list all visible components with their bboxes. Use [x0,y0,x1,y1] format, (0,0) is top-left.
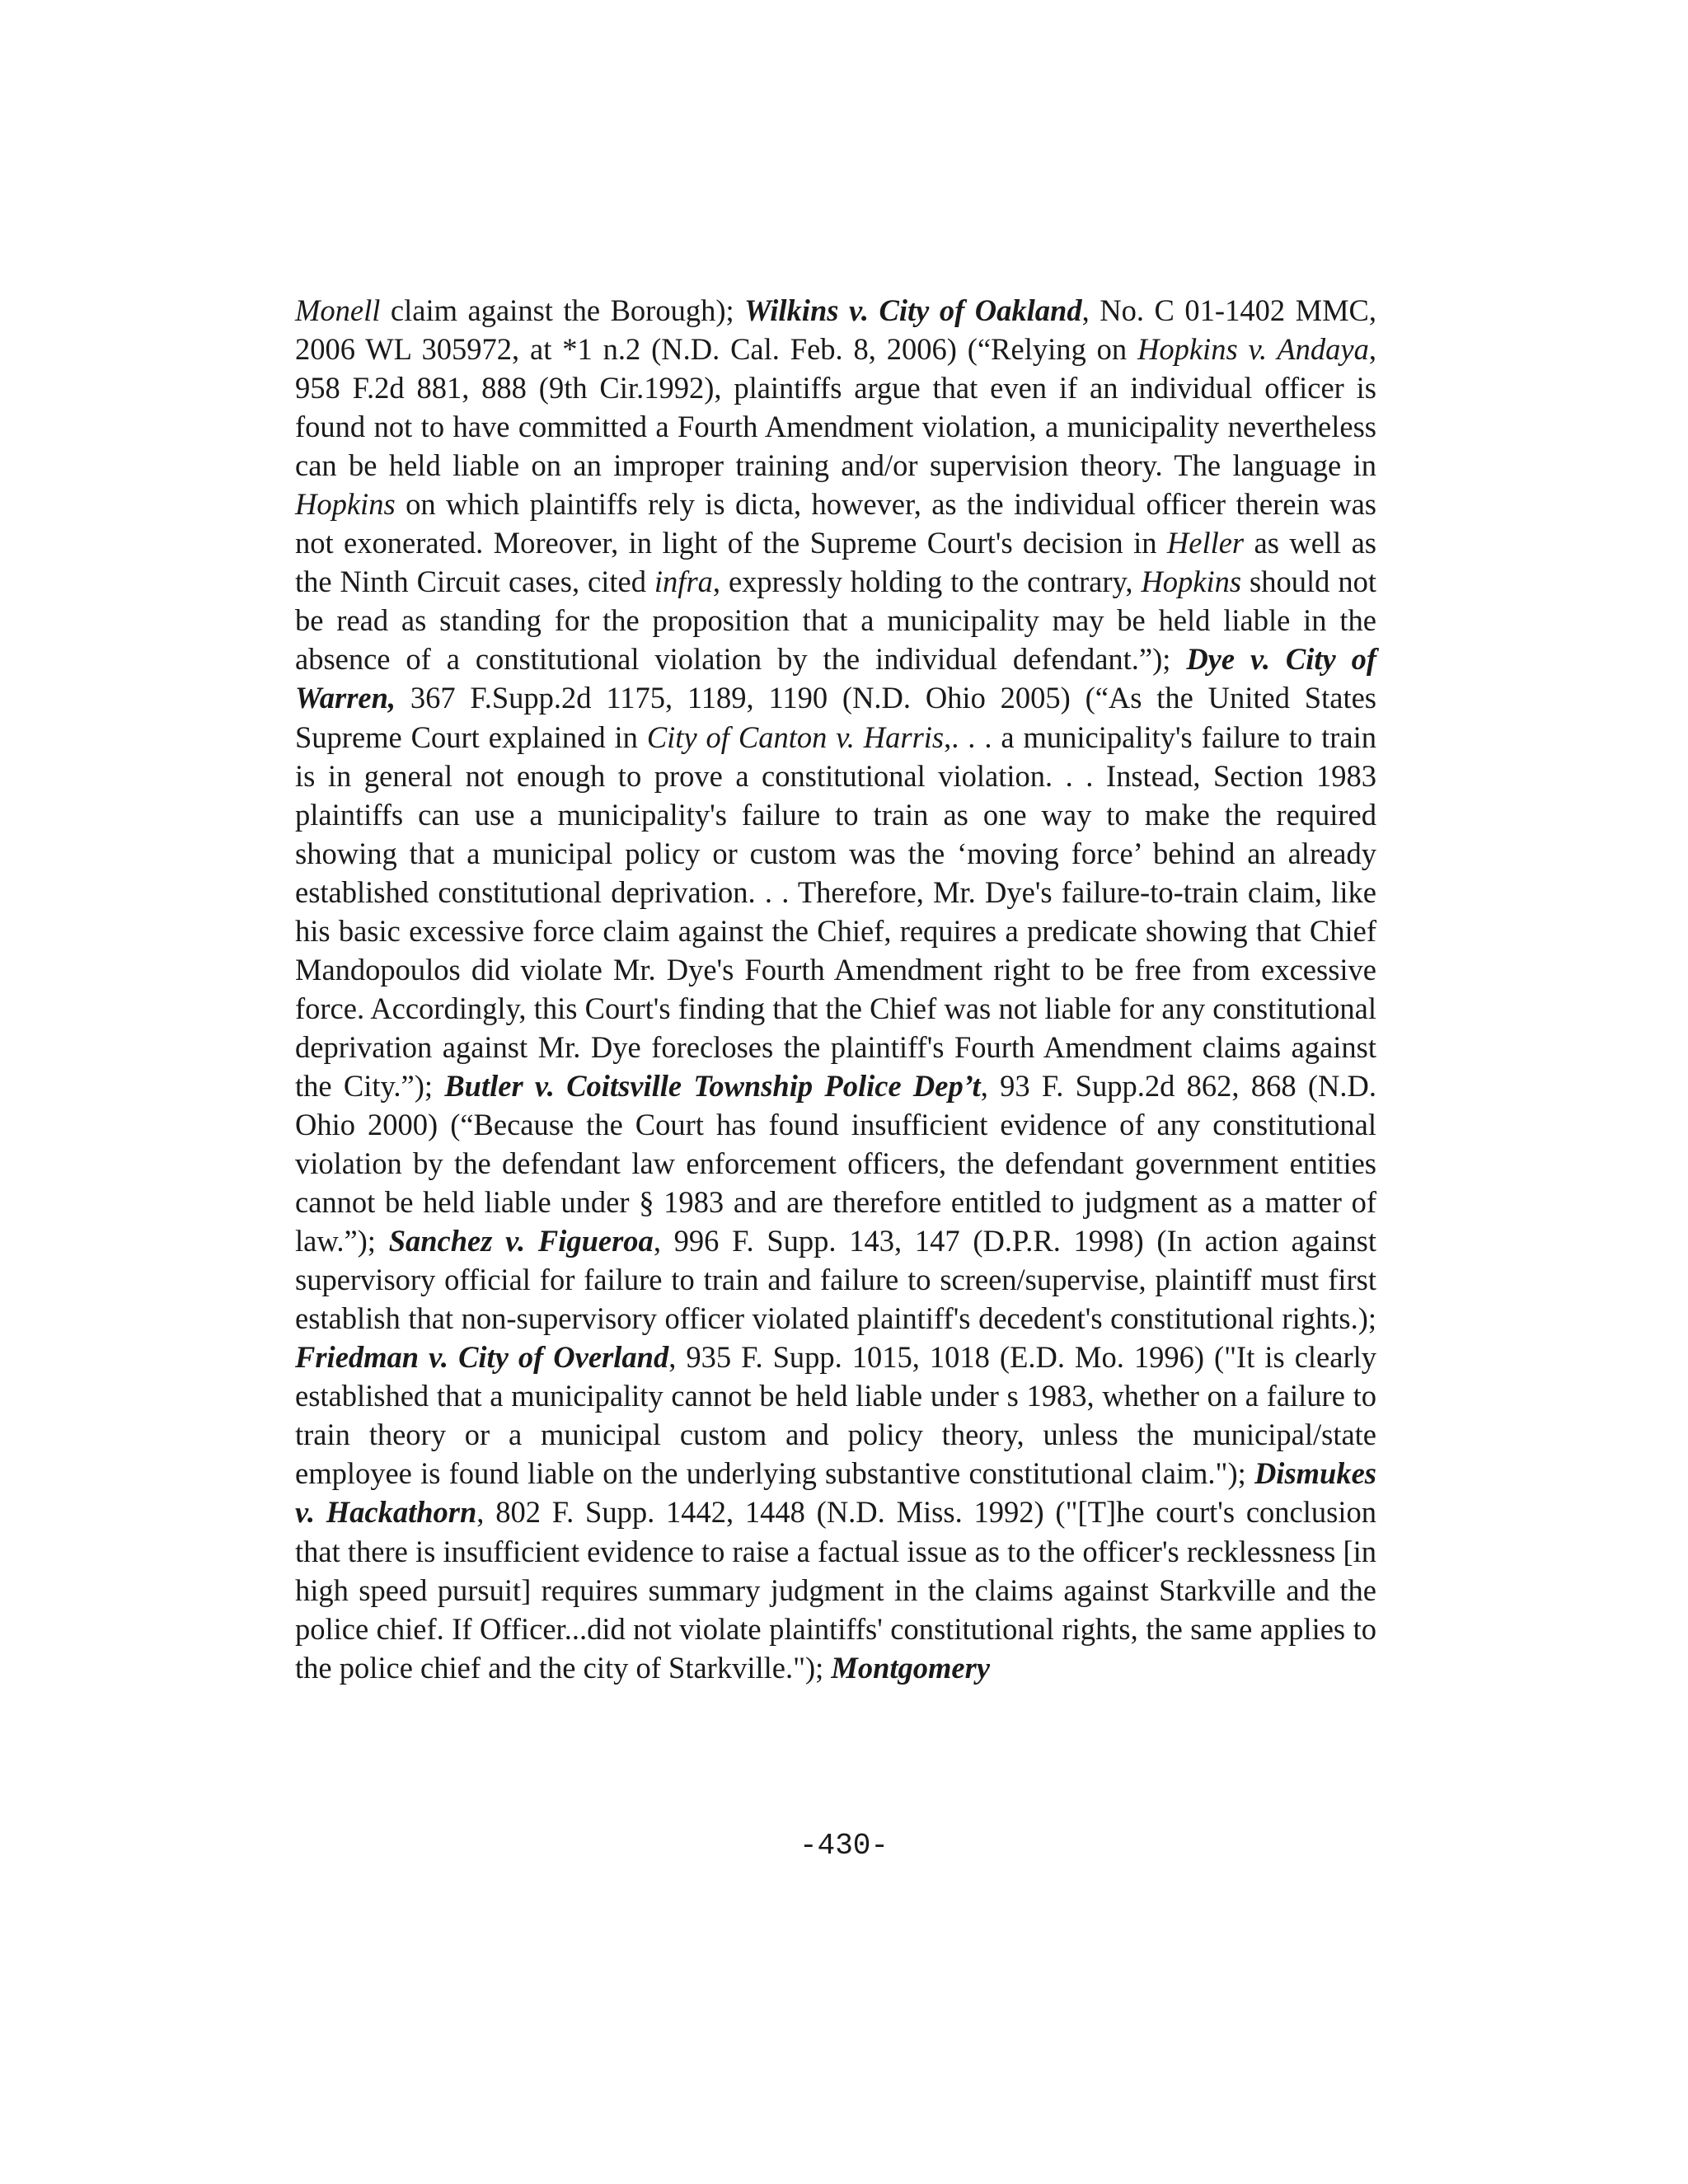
text-run: on which plaintiffs rely is dicta, however, as the individual officer therein was not exonerated. Moreover, in light of the Supreme Court's decision in [295,487,1376,560]
body-paragraph [295,291,1376,1687]
case-name: Wilkins v. City of Oakland [744,293,1082,327]
case-name: Friedman v. City of Overland [295,1340,669,1375]
case-name: Sanchez v. Figueroa [388,1224,654,1258]
text-run: ,. . . a municipality's failure to train is in general not enough to prove a constitutional violation. . . Instead, Section 1983 plaintiffs can use a municipality's failure to train as one way to make the required showing that a municipal policy or custom was the ‘moving force’ behind an already established constitutional deprivation. . . Therefore, Mr. Dye's failure-to-train claim, like his basic excessive force claim against the Chief, requires a predicate showing that Chief Mandopoulos did violate Mr. Dye's Fourth Amendment right to be free from excessive force. Accordingly, this Court's finding that the Chief was not liable for any constitutional deprivation against Mr. Dye forecloses the plaintiff's Fourth Amendment claims against the City.”); [295,719,1377,1103]
text-run: , No. C 01-1402 MMC, 2006 WL 305972, at *1 n.2 (N.D. Cal. Feb. 8, 2006) (“Relying on [295,293,1376,367]
text-run: , 958 F.2d 881, 888 (9th Cir.1992), plaintiffs argue that even if an individual officer is found not to have committed a Fourth Amendment violation, a municipality nevertheless can be held liable on an improper training and/or supervision theory. The language in [295,332,1376,483]
italic-text: Monell [295,293,381,327]
case-name: Butler v. Coitsville Township Police Dep’t [444,1068,981,1103]
text-run: , 93 F. Supp.2d 862, 868 (N.D. Ohio 2000) (“Because the Court has found insufficient evidence of any constitutional violation by the defendant law enforcement officers, the defendant government entities cannot be held liable under § 1983 and are therefore entitled to judgment as a matter of law.”); [295,1068,1376,1258]
italic-text: Heller [1166,526,1245,560]
case-name: Dye v. City of Warren, [295,642,1376,715]
text-run: as well as the Ninth Circuit cases, cited [295,526,1377,599]
italic-text: infra [654,565,713,599]
text-run: 367 F.Supp.2d 1175, 1189, 1190 (N.D. Ohio 2005) (“As the United States Supreme Court explained in [295,681,1376,754]
case-name: Montgomery [831,1650,991,1685]
page-number: -430- [799,1829,889,1863]
text-run: , 996 F. Supp. 143, 147 (D.P.R. 1998) (In action against supervisory official for failure to train and failure to screen/supervise, plaintiff must first establish that non-supervisory officer violated plaintiff's decedent's constitutional rights.); [295,1224,1377,1336]
text-run: , expressly holding to the contrary, [712,565,1142,599]
italic-text: Hopkins [1141,565,1242,599]
italic-text: City of Canton v. Harris [646,719,945,754]
text-run: , 935 F. Supp. 1015, 1018 (E.D. Mo. 1996) ("It is clearly established that a municipality cannot be held liable under s 1983, whether on a failure to train theory or a municipal custom and policy theory, unless the municipal/state employee is found liable on the underlying substantive constitutional claim."); [295,1340,1376,1491]
text-run: claim against the Borough); [380,293,745,327]
text-run: , 802 F. Supp. 1442, 1448 (N.D. Miss. 1992) ("[T]he court's conclusion that there is insufficient evidence to raise a factual issue as to the officer's recklessness [in high speed pursuit] requires summary judgment in the claims against Starkville and the police chief. If Officer...did not violate plaintiffs' constitutional rights, the same applies to the police chief and the city of Starkville."); [295,1495,1376,1685]
italic-text: Hopkins [295,487,396,522]
italic-text: Hopkins v. Andaya [1137,332,1369,367]
case-name: Dismukes v. Hackathorn [295,1456,1376,1530]
text-run: should not be read as standing for the proposition that a municipality may be held liable in the absence of a constitutional violation by the individual defendant.”); [295,565,1376,677]
